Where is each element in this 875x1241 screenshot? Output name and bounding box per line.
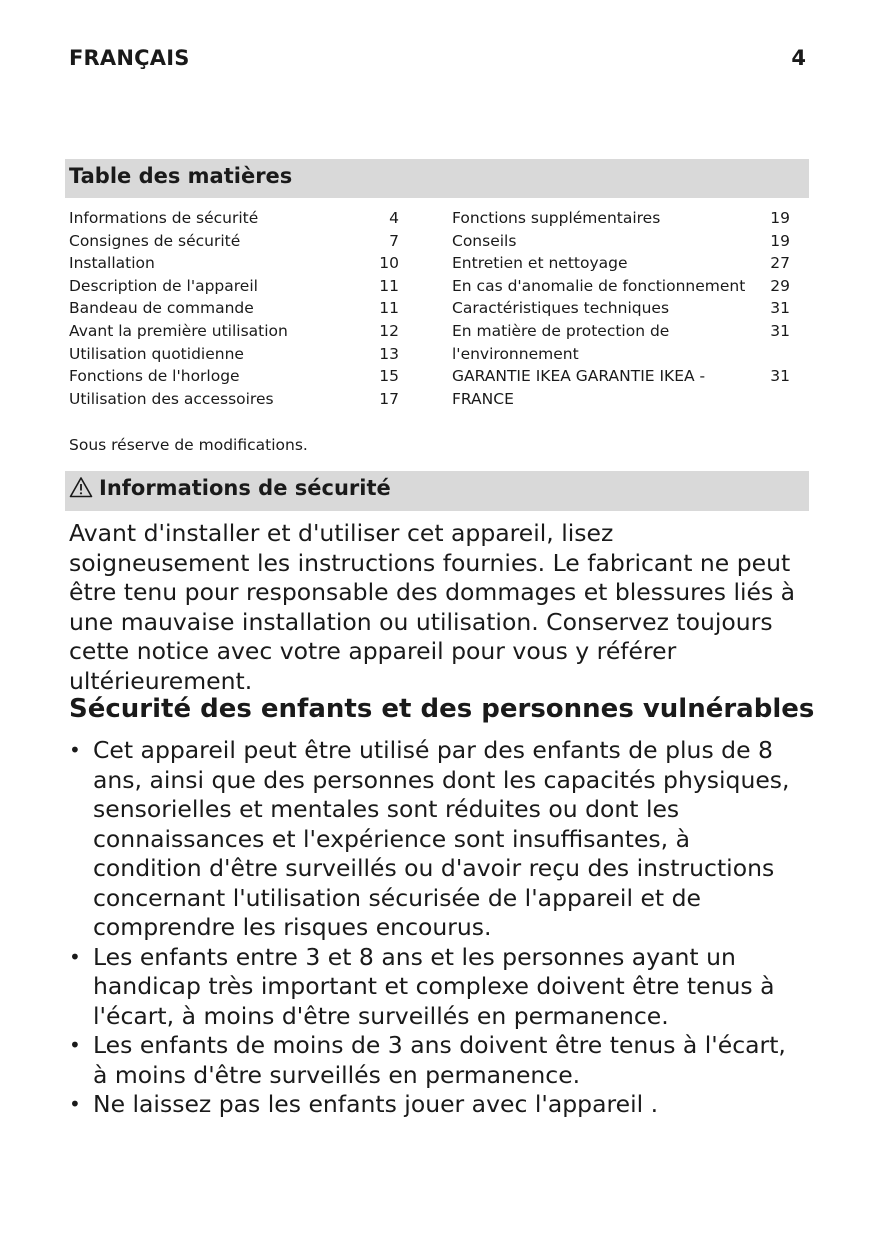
toc-entry-title: Fonctions de l'horloge [69, 367, 240, 386]
list-item: • Les enfants entre 3 et 8 ans et les personnes ayant un handicap très important et complexe doivent être tenus à l'écart, à moins d'être surveillés en permanence. [69, 942, 775, 1030]
toc-row[interactable] [69, 275, 399, 298]
toc-entry-page: 19 [770, 231, 790, 250]
toc-row[interactable] [452, 365, 790, 410]
toc-entry-page: 4 [389, 209, 399, 227]
toc-title: Table des matières [69, 164, 293, 188]
toc-row[interactable] [69, 207, 399, 230]
toc-entry-title: En cas d'anomalie de fonctionnement [452, 276, 746, 295]
toc-entry-title: Description de l'appareil [69, 276, 258, 295]
toc-entry-page: 17 [379, 389, 399, 408]
list-item: • Ne laissez pas les enfants jouer avec l'appareil . [69, 1090, 659, 1118]
safety-title: Informations de sécurité [99, 476, 391, 500]
list-item: • Cet appareil peut être utilisé par des enfants de plus de 8 ans, ainsi que des personnes dont les capacités physiques, sensorielles et mentales sont réduites ou dont les connaissances et l'expérience sont insuffisantes, à condition d'être surveillés ou d'avoir reçu des instructions concernant l'utilisation sécurisée de l'appareil et de comprendre les risques encourus. [69, 736, 790, 941]
toc-entry-title: Informations de sécurité [69, 209, 259, 227]
list-item-text: Les enfants entre 3 et 8 ans et les personnes ayant un handicap très important et complexe doivent être tenus à l'écart, à moins d'être surveillés en permanence. [93, 942, 775, 1030]
toc-row[interactable] [452, 230, 790, 253]
safety-title-band [65, 471, 809, 511]
toc-entry-page: 15 [379, 367, 399, 386]
toc-row[interactable] [452, 207, 790, 230]
toc-entry-title: En matière de protection de l'environnement [452, 321, 670, 363]
modification-note: Sous réserve de modifications. [69, 436, 308, 454]
safety-intro: Avant d'installer et d'utiliser cet appareil, lisez soigneusement les instructions fournies. Le fabricant ne peut être tenu pour responsable des dommages et blessures liés à une mauvaise installation ou utilisation. Conservez toujours cette notice avec votre appareil pour vous y référer ultérieurement. [69, 519, 796, 695]
toc-entry-title: Conseils [452, 231, 517, 250]
toc-entry-page: 12 [379, 321, 399, 340]
toc-row[interactable] [69, 388, 399, 411]
toc-entry-title: Bandeau de commande [69, 299, 254, 318]
toc-entry-title: Caractéristiques techniques [452, 299, 670, 318]
page-number: 4 [791, 46, 806, 70]
toc-entry-page: 31 [770, 321, 790, 340]
toc-entry-title: Avant la première utilisation [69, 321, 288, 340]
toc-entry-page: 29 [770, 276, 790, 295]
toc-row[interactable] [69, 320, 399, 343]
children-safety-heading: Sécurité des enfants et des personnes vulnérables [69, 694, 815, 724]
toc-row[interactable] [69, 343, 399, 366]
toc-row[interactable] [452, 297, 790, 320]
toc-row[interactable] [69, 230, 399, 253]
header-language: FRANÇAIS [69, 46, 190, 70]
toc-entry-page: 31 [770, 367, 790, 386]
toc-entry-page: 27 [770, 254, 790, 273]
toc-entry-title: Fonctions supplémentaires [452, 209, 661, 227]
list-item: • Les enfants de moins de 3 ans doivent être tenus à l'écart, à moins d'être surveillés en permanence. [69, 1031, 786, 1089]
toc-entry-page: 31 [770, 299, 790, 318]
toc-entry-title: Installation [69, 254, 155, 273]
toc-row[interactable] [69, 252, 399, 275]
toc-row[interactable] [452, 252, 790, 275]
toc-entry-title: Entretien et nettoyage [452, 254, 628, 273]
toc-right-column [452, 207, 790, 410]
warning-triangle-icon [69, 476, 93, 498]
toc-title-band [65, 159, 809, 198]
toc-entry-title: Consignes de sécurité [69, 231, 241, 250]
toc-entry-title: GARANTIE IKEA GARANTIE IKEA - FRANCE [452, 367, 706, 408]
list-item-text: Ne laissez pas les enfants jouer avec l'appareil . [93, 1090, 659, 1118]
toc-entry-page: 11 [379, 276, 399, 295]
toc-entry-title: Utilisation des accessoires [69, 389, 274, 408]
toc-entry-page: 7 [389, 231, 399, 250]
toc-row[interactable] [69, 365, 399, 388]
toc-entry-page: 11 [379, 299, 399, 318]
toc-row[interactable] [452, 320, 790, 365]
toc-entry-page: 10 [379, 254, 399, 273]
toc-row[interactable] [69, 297, 399, 320]
toc-entry-page: 19 [770, 209, 790, 227]
list-item-text: Les enfants de moins de 3 ans doivent être tenus à l'écart, à moins d'être surveillés en permanence. [93, 1031, 786, 1089]
toc-entry-title: Utilisation quotidienne [69, 344, 244, 363]
toc-left-column [69, 207, 399, 410]
toc-entry-page: 13 [379, 344, 399, 363]
toc-row[interactable] [452, 275, 790, 298]
children-safety-list [69, 736, 799, 1120]
list-item-text: Cet appareil peut être utilisé par des enfants de plus de 8 ans, ainsi que des personnes dont les capacités physiques, sensorielles et mentales sont réduites ou dont les connaissances et l'expérience sont insuffisantes, à condition d'être surveillés ou d'avoir reçu des instructions concernant l'utilisation sécurisée de l'appareil et de comprendre les risques encourus. [93, 736, 790, 941]
